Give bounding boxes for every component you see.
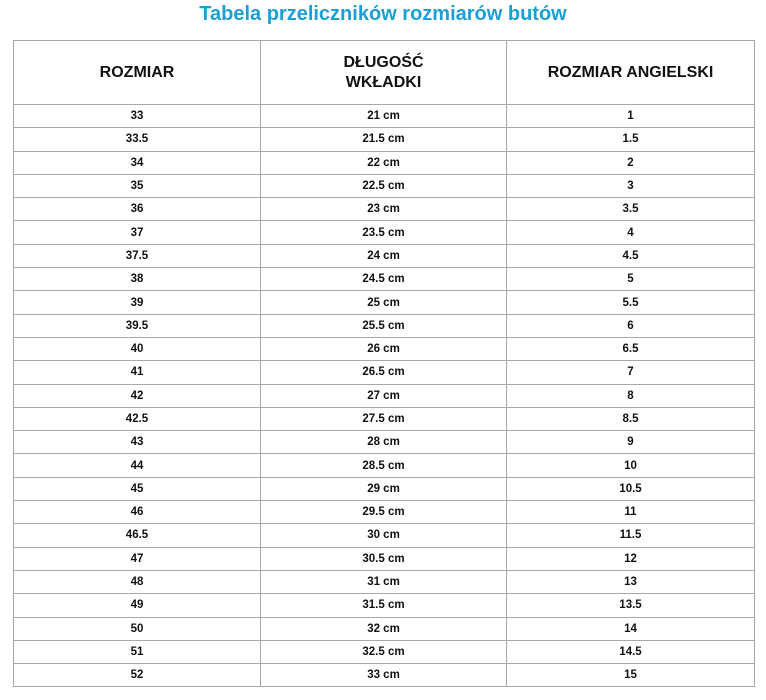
cell-uk-size: 5 [507,268,755,291]
table-row [14,594,755,617]
cell-insole-length: 29 cm [261,477,507,500]
table-row [14,361,755,384]
table-row [14,151,755,174]
cell-uk-size: 11 [507,501,755,524]
header-insole-line1: DŁUGOŚĆ [343,53,424,71]
cell-size: 51 [14,640,261,663]
cell-uk-size: 6 [507,314,755,337]
table-row [14,617,755,640]
page-title: Tabela przeliczników rozmiarów butów [199,3,567,25]
cell-insole-length: 26 cm [261,337,507,360]
header-uk-size: ROZMIAR ANGIELSKI [507,41,755,105]
cell-size: 46.5 [14,524,261,547]
cell-uk-size: 9 [507,431,755,454]
cell-uk-size: 10.5 [507,477,755,500]
cell-insole-length: 32.5 cm [261,640,507,663]
cell-insole-length: 26.5 cm [261,361,507,384]
cell-insole-length: 22.5 cm [261,174,507,197]
table-row [14,407,755,430]
table-row [14,570,755,593]
cell-uk-size: 4.5 [507,244,755,267]
cell-size: 34 [14,151,261,174]
table-row [14,128,755,151]
cell-uk-size: 6.5 [507,337,755,360]
cell-size: 43 [14,431,261,454]
cell-size: 42.5 [14,407,261,430]
table-row [14,314,755,337]
cell-insole-length: 28.5 cm [261,454,507,477]
cell-size: 37.5 [14,244,261,267]
cell-insole-length: 30.5 cm [261,547,507,570]
table-row [14,547,755,570]
cell-insole-length: 22 cm [261,151,507,174]
cell-uk-size: 3.5 [507,198,755,221]
table-row [14,501,755,524]
table-row [14,640,755,663]
cell-uk-size: 15 [507,664,755,687]
cell-uk-size: 11.5 [507,524,755,547]
table-row [14,337,755,360]
cell-size: 37 [14,221,261,244]
table-row [14,244,755,267]
table-row [14,384,755,407]
cell-size: 41 [14,361,261,384]
cell-insole-length: 24.5 cm [261,268,507,291]
table-row [14,221,755,244]
cell-uk-size: 12 [507,547,755,570]
cell-insole-length: 30 cm [261,524,507,547]
cell-uk-size: 2 [507,151,755,174]
cell-insole-length: 31.5 cm [261,594,507,617]
header-size: ROZMIAR [14,41,261,105]
table-row [14,174,755,197]
cell-uk-size: 13 [507,570,755,593]
cell-insole-length: 27 cm [261,384,507,407]
cell-insole-length: 23 cm [261,198,507,221]
cell-size: 39.5 [14,314,261,337]
cell-size: 38 [14,268,261,291]
cell-size: 44 [14,454,261,477]
size-conversion-table [13,40,755,687]
table-row [14,268,755,291]
cell-uk-size: 7 [507,361,755,384]
table-row [14,198,755,221]
cell-uk-size: 1.5 [507,128,755,151]
table-row [14,105,755,128]
cell-size: 46 [14,501,261,524]
cell-insole-length: 27.5 cm [261,407,507,430]
cell-size: 45 [14,477,261,500]
cell-insole-length: 21.5 cm [261,128,507,151]
header-insole-length [261,41,507,105]
cell-size: 47 [14,547,261,570]
cell-size: 35 [14,174,261,197]
cell-insole-length: 33 cm [261,664,507,687]
table-row [14,477,755,500]
cell-insole-length: 25 cm [261,291,507,314]
table-row [14,431,755,454]
table-row [14,291,755,314]
cell-uk-size: 5.5 [507,291,755,314]
cell-uk-size: 1 [507,105,755,128]
cell-uk-size: 8.5 [507,407,755,430]
cell-size: 33 [14,105,261,128]
cell-insole-length: 24 cm [261,244,507,267]
cell-size: 48 [14,570,261,593]
header-insole-line2: WKŁADKI [345,73,422,91]
cell-uk-size: 3 [507,174,755,197]
cell-size: 49 [14,594,261,617]
cell-size: 39 [14,291,261,314]
table-header-row [14,41,755,105]
cell-size: 40 [14,337,261,360]
cell-uk-size: 8 [507,384,755,407]
cell-insole-length: 32 cm [261,617,507,640]
cell-insole-length: 31 cm [261,570,507,593]
cell-uk-size: 10 [507,454,755,477]
cell-uk-size: 13.5 [507,594,755,617]
table-row [14,524,755,547]
table-body [14,105,755,687]
table-row [14,454,755,477]
cell-insole-length: 25.5 cm [261,314,507,337]
cell-size: 36 [14,198,261,221]
cell-uk-size: 14.5 [507,640,755,663]
cell-insole-length: 23.5 cm [261,221,507,244]
cell-size: 52 [14,664,261,687]
cell-size: 33.5 [14,128,261,151]
cell-uk-size: 4 [507,221,755,244]
cell-size: 50 [14,617,261,640]
cell-uk-size: 14 [507,617,755,640]
table-row [14,664,755,687]
cell-insole-length: 21 cm [261,105,507,128]
cell-size: 42 [14,384,261,407]
cell-insole-length: 28 cm [261,431,507,454]
cell-insole-length: 29.5 cm [261,501,507,524]
